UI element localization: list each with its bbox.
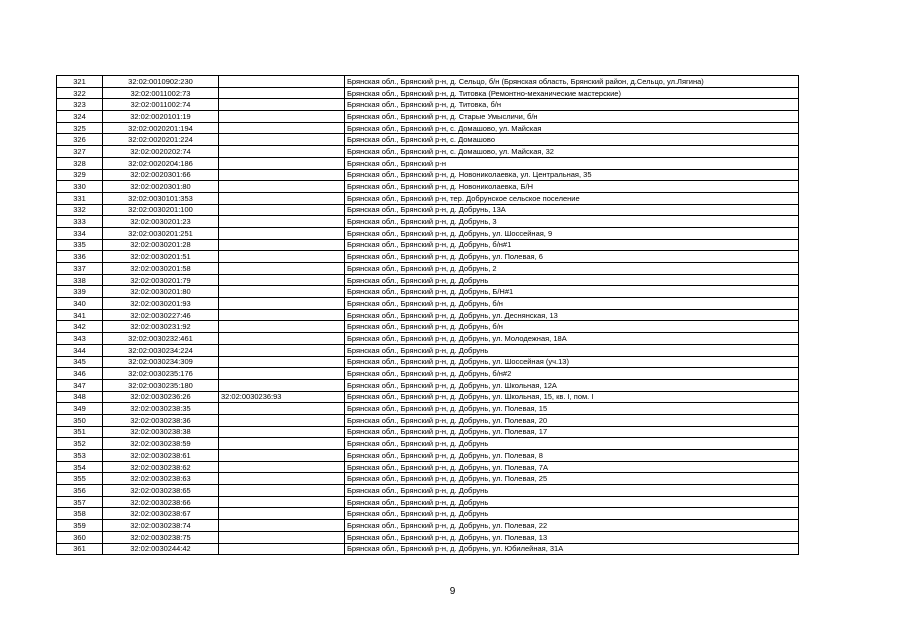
cadastral-number-cell: 32:02:0030201:251 (103, 227, 219, 239)
cadastral-number-cell: 32:02:0030238:62 (103, 461, 219, 473)
cadastral-number-cell: 32:02:0030201:80 (103, 286, 219, 298)
address-cell: Брянская обл., Брянский р-н, д. Добрунь, ул. Полевая, 25 (345, 473, 799, 485)
table-row (57, 87, 799, 99)
table-row (57, 531, 799, 543)
related-cadastral-number-cell (219, 426, 345, 438)
cadastral-number-cell: 32:02:0020204:186 (103, 157, 219, 169)
table-row (57, 134, 799, 146)
cadastral-number-cell: 32:02:0030201:100 (103, 204, 219, 216)
table-row (57, 520, 799, 532)
cadastral-number-cell: 32:02:0030238:67 (103, 508, 219, 520)
row-number-cell: 330 (57, 181, 103, 193)
table-row (57, 227, 799, 239)
cadastral-number-cell: 32:02:0030238:59 (103, 438, 219, 450)
table-row (57, 450, 799, 462)
related-cadastral-number-cell (219, 368, 345, 380)
table-row (57, 111, 799, 123)
table-row (57, 274, 799, 286)
related-cadastral-number-cell (219, 87, 345, 99)
related-cadastral-number-cell (219, 496, 345, 508)
address-cell: Брянская обл., Брянский р-н, с. Домашово, ул. Майская, 32 (345, 146, 799, 158)
address-cell: Брянская обл., Брянский р-н, д. Добрунь, ул. Полевая, 20 (345, 414, 799, 426)
table-row (57, 368, 799, 380)
address-cell: Брянская обл., Брянский р-н (345, 157, 799, 169)
row-number-cell: 337 (57, 263, 103, 275)
table-row (57, 122, 799, 134)
row-number-cell: 333 (57, 216, 103, 228)
row-number-cell: 349 (57, 403, 103, 415)
cadastral-number-cell: 32:02:0030238:65 (103, 485, 219, 497)
table-row (57, 157, 799, 169)
table-row (57, 76, 799, 88)
address-cell: Брянская обл., Брянский р-н, д. Добрунь, б/н (345, 298, 799, 310)
cadastral-number-cell: 32:02:0030227:46 (103, 309, 219, 321)
related-cadastral-number-cell (219, 181, 345, 193)
address-cell: Брянская обл., Брянский р-н, с. Домашово, ул. Майская (345, 122, 799, 134)
cadastral-number-cell: 32:02:0030201:79 (103, 274, 219, 286)
row-number-cell: 348 (57, 391, 103, 403)
cadastral-number-cell: 32:02:0020201:224 (103, 134, 219, 146)
table-row (57, 181, 799, 193)
related-cadastral-number-cell (219, 356, 345, 368)
row-number-cell: 326 (57, 134, 103, 146)
table-row (57, 146, 799, 158)
row-number-cell: 323 (57, 99, 103, 111)
table-row (57, 496, 799, 508)
table-row (57, 216, 799, 228)
table-row (57, 403, 799, 415)
table-row (57, 286, 799, 298)
related-cadastral-number-cell (219, 216, 345, 228)
related-cadastral-number-cell (219, 520, 345, 532)
related-cadastral-number-cell (219, 379, 345, 391)
row-number-cell: 340 (57, 298, 103, 310)
related-cadastral-number-cell (219, 450, 345, 462)
related-cadastral-number-cell: 32:02:0030236:93 (219, 391, 345, 403)
table-row (57, 379, 799, 391)
row-number-cell: 351 (57, 426, 103, 438)
address-cell: Брянская обл., Брянский р-н, д. Добрунь (345, 438, 799, 450)
cadastral-number-cell: 32:02:0020201:194 (103, 122, 219, 134)
address-cell: Брянская обл., Брянский р-н, с. Домашово (345, 134, 799, 146)
row-number-cell: 350 (57, 414, 103, 426)
cadastral-number-cell: 32:02:0020101:19 (103, 111, 219, 123)
page-number: 9 (449, 586, 456, 597)
cadastral-number-cell: 32:02:0030231:92 (103, 321, 219, 333)
table-row (57, 169, 799, 181)
table-row (57, 321, 799, 333)
table-row (57, 204, 799, 216)
address-cell: Брянская обл., Брянский р-н, д. Добрунь (345, 274, 799, 286)
address-cell: Брянская обл., Брянский р-н, тер. Добрунское сельское поселение (345, 192, 799, 204)
related-cadastral-number-cell (219, 461, 345, 473)
address-cell: Брянская обл., Брянский р-н, д. Титовка (Ремонтно-механические мастерские) (345, 87, 799, 99)
cadastral-number-cell: 32:02:0030236:26 (103, 391, 219, 403)
cadastral-number-cell: 32:02:0020301:66 (103, 169, 219, 181)
row-number-cell: 329 (57, 169, 103, 181)
address-cell: Брянская обл., Брянский р-н, д. Новониколаевка, Б/Н (345, 181, 799, 193)
address-cell: Брянская обл., Брянский р-н, д. Новониколаевка, ул. Центральная, 35 (345, 169, 799, 181)
row-number-cell: 355 (57, 473, 103, 485)
cadastral-number-cell: 32:02:0030238:35 (103, 403, 219, 415)
related-cadastral-number-cell (219, 344, 345, 356)
address-cell: Брянская обл., Брянский р-н, д. Добрунь, б/н#1 (345, 239, 799, 251)
cadastral-number-cell: 32:02:0030201:93 (103, 298, 219, 310)
related-cadastral-number-cell (219, 485, 345, 497)
cadastral-number-cell: 32:02:0030234:309 (103, 356, 219, 368)
related-cadastral-number-cell (219, 76, 345, 88)
address-cell: Брянская обл., Брянский р-н, д. Добрунь (345, 508, 799, 520)
related-cadastral-number-cell (219, 122, 345, 134)
related-cadastral-number-cell (219, 286, 345, 298)
address-cell: Брянская обл., Брянский р-н, д. Титовка, б/н (345, 99, 799, 111)
row-number-cell: 361 (57, 543, 103, 555)
address-cell: Брянская обл., Брянский р-н, д. Добрунь, 2 (345, 263, 799, 275)
table-row (57, 344, 799, 356)
cadastral-number-cell: 32:02:0030238:75 (103, 531, 219, 543)
related-cadastral-number-cell (219, 531, 345, 543)
related-cadastral-number-cell (219, 403, 345, 415)
address-cell: Брянская обл., Брянский р-н, д. Добрунь, 13А (345, 204, 799, 216)
related-cadastral-number-cell (219, 414, 345, 426)
row-number-cell: 359 (57, 520, 103, 532)
address-cell: Брянская обл., Брянский р-н, д. Добрунь, ул. Молодежная, 18А (345, 333, 799, 345)
cadastral-number-cell: 32:02:0030238:74 (103, 520, 219, 532)
address-cell: Брянская обл., Брянский р-н, д. Добрунь (345, 485, 799, 497)
related-cadastral-number-cell (219, 134, 345, 146)
related-cadastral-number-cell (219, 274, 345, 286)
address-cell: Брянская обл., Брянский р-н, д. Добрунь, ул. Шоссейная (уч.13) (345, 356, 799, 368)
row-number-cell: 321 (57, 76, 103, 88)
related-cadastral-number-cell (219, 204, 345, 216)
address-cell: Брянская обл., Брянский р-н, д. Добрунь, 3 (345, 216, 799, 228)
cadastral-number-cell: 32:02:0030232:461 (103, 333, 219, 345)
table-row (57, 414, 799, 426)
table-row (57, 426, 799, 438)
row-number-cell: 334 (57, 227, 103, 239)
table-row (57, 99, 799, 111)
row-number-cell: 322 (57, 87, 103, 99)
registry-table-body (57, 76, 799, 555)
table-row (57, 239, 799, 251)
table-row (57, 333, 799, 345)
cadastral-number-cell: 32:02:0030201:58 (103, 263, 219, 275)
related-cadastral-number-cell (219, 473, 345, 485)
address-cell: Брянская обл., Брянский р-н, д. Добрунь (345, 496, 799, 508)
address-cell: Брянская обл., Брянский р-н, д. Добрунь, ул. Полевая, 15 (345, 403, 799, 415)
table-row (57, 473, 799, 485)
cadastral-number-cell: 32:02:0030201:28 (103, 239, 219, 251)
row-number-cell: 356 (57, 485, 103, 497)
cadastral-number-cell: 32:02:0030238:61 (103, 450, 219, 462)
cadastral-number-cell: 32:02:0010902:230 (103, 76, 219, 88)
address-cell: Брянская обл., Брянский р-н, д. Добрунь, ул. Полевая, 6 (345, 251, 799, 263)
related-cadastral-number-cell (219, 543, 345, 555)
related-cadastral-number-cell (219, 309, 345, 321)
address-cell: Брянская обл., Брянский р-н, д. Добрунь, ул. Деснянская, 13 (345, 309, 799, 321)
row-number-cell: 335 (57, 239, 103, 251)
related-cadastral-number-cell (219, 263, 345, 275)
related-cadastral-number-cell (219, 146, 345, 158)
related-cadastral-number-cell (219, 438, 345, 450)
row-number-cell: 357 (57, 496, 103, 508)
table-row (57, 192, 799, 204)
table-row (57, 356, 799, 368)
related-cadastral-number-cell (219, 298, 345, 310)
address-cell: Брянская обл., Брянский р-н, д. Добрунь, ул. Школьная, 15, кв. I, пом. I (345, 391, 799, 403)
address-cell: Брянская обл., Брянский р-н, д. Добрунь, ул. Полевая, 17 (345, 426, 799, 438)
row-number-cell: 358 (57, 508, 103, 520)
table-row (57, 461, 799, 473)
row-number-cell: 347 (57, 379, 103, 391)
table-row (57, 438, 799, 450)
address-cell: Брянская обл., Брянский р-н, д. Добрунь, Б/Н#1 (345, 286, 799, 298)
table-row (57, 309, 799, 321)
table-row (57, 508, 799, 520)
related-cadastral-number-cell (219, 192, 345, 204)
cadastral-number-cell: 32:02:0030238:63 (103, 473, 219, 485)
row-number-cell: 341 (57, 309, 103, 321)
row-number-cell: 325 (57, 122, 103, 134)
row-number-cell: 343 (57, 333, 103, 345)
cadastral-number-cell: 32:02:0020202:74 (103, 146, 219, 158)
cadastral-number-cell: 32:02:0011002:74 (103, 99, 219, 111)
row-number-cell: 327 (57, 146, 103, 158)
table-row (57, 298, 799, 310)
related-cadastral-number-cell (219, 157, 345, 169)
cadastral-number-cell: 32:02:0030238:38 (103, 426, 219, 438)
related-cadastral-number-cell (219, 169, 345, 181)
row-number-cell: 336 (57, 251, 103, 263)
cadastral-number-cell: 32:02:0011002:73 (103, 87, 219, 99)
cadastral-number-cell: 32:02:0030244:42 (103, 543, 219, 555)
address-cell: Брянская обл., Брянский р-н, д. Старые Умысличи, б/н (345, 111, 799, 123)
related-cadastral-number-cell (219, 239, 345, 251)
row-number-cell: 331 (57, 192, 103, 204)
row-number-cell: 360 (57, 531, 103, 543)
row-number-cell: 332 (57, 204, 103, 216)
related-cadastral-number-cell (219, 111, 345, 123)
registry-table (56, 75, 799, 555)
row-number-cell: 328 (57, 157, 103, 169)
related-cadastral-number-cell (219, 508, 345, 520)
table-row (57, 485, 799, 497)
related-cadastral-number-cell (219, 99, 345, 111)
address-cell: Брянская обл., Брянский р-н, д. Добрунь, ул. Шоссейная, 9 (345, 227, 799, 239)
row-number-cell: 324 (57, 111, 103, 123)
row-number-cell: 352 (57, 438, 103, 450)
related-cadastral-number-cell (219, 227, 345, 239)
address-cell: Брянская обл., Брянский р-н, д. Добрунь (345, 344, 799, 356)
cadastral-number-cell: 32:02:0030234:224 (103, 344, 219, 356)
address-cell: Брянская обл., Брянский р-н, д. Сельцо, б/н (Брянская область, Брянский район, д.Сельцо, ул.Лягина) (345, 76, 799, 88)
address-cell: Брянская обл., Брянский р-н, д. Добрунь, ул. Полевая, 22 (345, 520, 799, 532)
row-number-cell: 339 (57, 286, 103, 298)
address-cell: Брянская обл., Брянский р-н, д. Добрунь, ул. Юбилейная, 31А (345, 543, 799, 555)
address-cell: Брянская обл., Брянский р-н, д. Добрунь, ул. Полевая, 7А (345, 461, 799, 473)
address-cell: Брянская обл., Брянский р-н, д. Добрунь, б/н (345, 321, 799, 333)
cadastral-number-cell: 32:02:0030201:23 (103, 216, 219, 228)
related-cadastral-number-cell (219, 251, 345, 263)
row-number-cell: 346 (57, 368, 103, 380)
cadastral-number-cell: 32:02:0030201:51 (103, 251, 219, 263)
row-number-cell: 354 (57, 461, 103, 473)
related-cadastral-number-cell (219, 321, 345, 333)
address-cell: Брянская обл., Брянский р-н, д. Добрунь, б/н#2 (345, 368, 799, 380)
table-row (57, 251, 799, 263)
row-number-cell: 342 (57, 321, 103, 333)
address-cell: Брянская обл., Брянский р-н, д. Добрунь, ул. Школьная, 12А (345, 379, 799, 391)
cadastral-number-cell: 32:02:0030238:66 (103, 496, 219, 508)
row-number-cell: 353 (57, 450, 103, 462)
cadastral-number-cell: 32:02:0030235:180 (103, 379, 219, 391)
row-number-cell: 344 (57, 344, 103, 356)
table-row (57, 543, 799, 555)
cadastral-number-cell: 32:02:0030238:36 (103, 414, 219, 426)
table-row (57, 391, 799, 403)
cadastral-number-cell: 32:02:0030235:176 (103, 368, 219, 380)
cadastral-number-cell: 32:02:0030101:353 (103, 192, 219, 204)
address-cell: Брянская обл., Брянский р-н, д. Добрунь, ул. Полевая, 13 (345, 531, 799, 543)
related-cadastral-number-cell (219, 333, 345, 345)
row-number-cell: 338 (57, 274, 103, 286)
row-number-cell: 345 (57, 356, 103, 368)
address-cell: Брянская обл., Брянский р-н, д. Добрунь, ул. Полевая, 8 (345, 450, 799, 462)
cadastral-number-cell: 32:02:0020301:80 (103, 181, 219, 193)
table-row (57, 263, 799, 275)
